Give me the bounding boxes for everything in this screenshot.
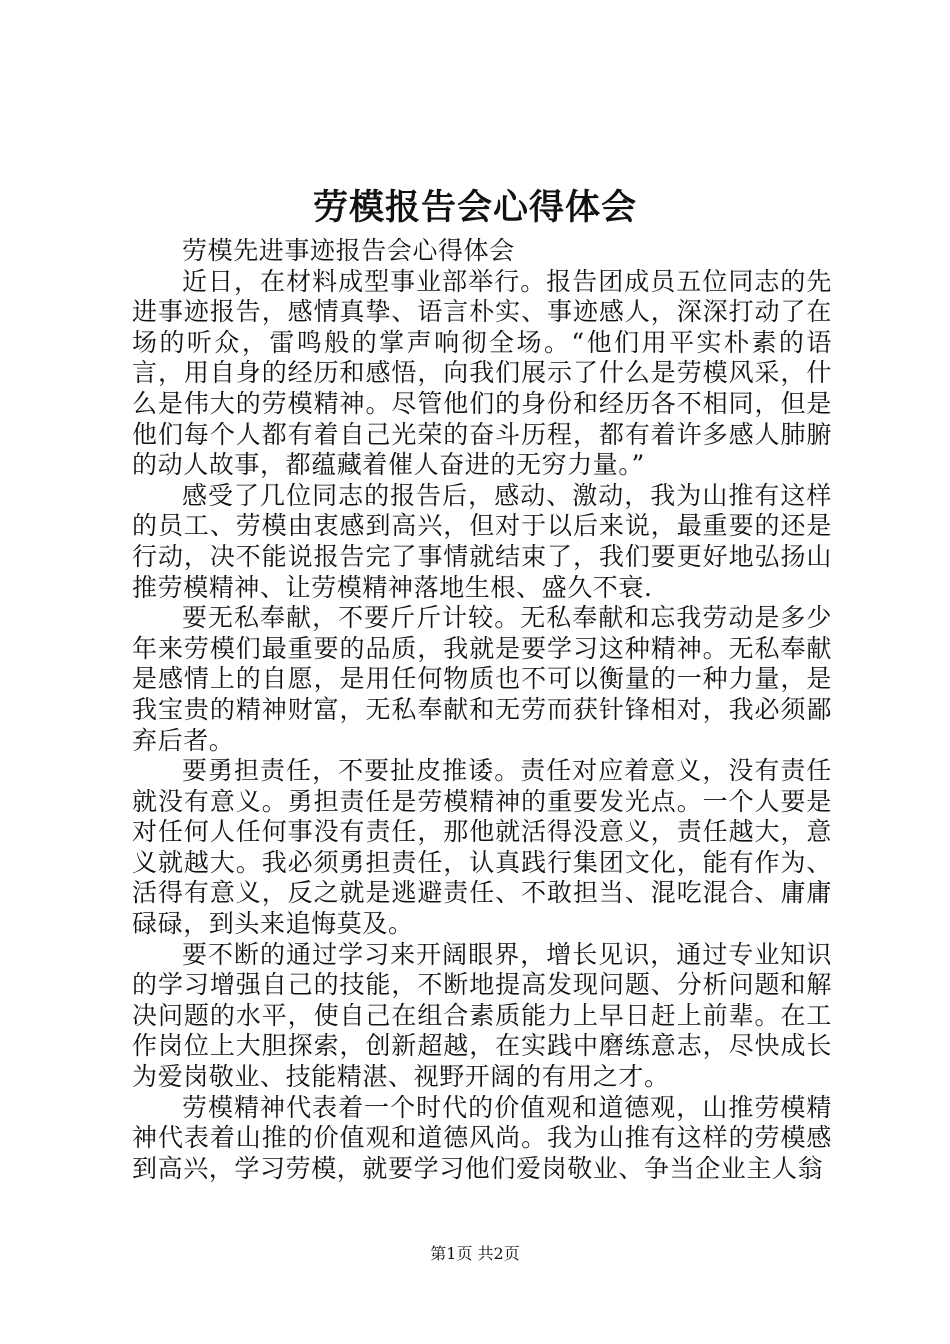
page-number-footer: 第1页 共2页 — [430, 1244, 520, 1263]
body-paragraph: 要无私奉献，不要斤斤计较。无私奉献和忘我劳动是多少年来劳模们最重要的品质，我就是要学习这种精神。无私奉献是感情上的自愿，是用任何物质也不可以衡量的一种力量，是我宝贵的精神财富，无私奉献和无劳而获针锋相对，我必须鄙弃后者。 — [132, 603, 832, 755]
body-paragraph: 劳模精神代表着一个时代的价值观和道德观，山推劳模精神代表着山推的价值观和道德风尚。我为山推有这样的劳模感到高兴，学习劳模，就要学习他们爱岗敬业、争当企业主人翁 — [132, 1092, 832, 1183]
body-paragraph: 近日，在材料成型事业部举行。报告团成员五位同志的先进事迹报告，感情真挚、语言朴实、事迹感人，深深打动了在场的听众，雷鸣般的掌声响彻全场。“他们用平实朴素的语言，用自身的经历和感悟，向我们展示了什么是劳模风采，什么是伟大的劳模精神。尽管他们的身份和经历各不相同，但是他们每个人都有着自己光荣的奋斗历程，都有着许多感人肺腑的动人故事，都蕴藏着催人奋进的无穷力量。” — [132, 266, 832, 480]
subtitle-paragraph: 劳模先进事迹报告会心得体会 — [182, 236, 515, 265]
body-paragraph: 要不断的通过学习来开阔眼界，增长见识，通过专业知识的学习增强自己的技能，不断地提高发现问题、分析问题和解决问题的水平，使自己在组合素质能力上早日赶上前辈。在工作岗位上大胆探索，创新超越，在实践中磨练意志，尽快成长为爱岗敬业、技能精湛、视野开阔的有用之才。 — [132, 939, 832, 1092]
body-paragraph: 要勇担责任，不要扯皮推诿。责任对应着意义，没有责任就没有意义。勇担责任是劳模精神的重要发光点。一个人要是对任何人任何事没有责任，那他就活得没意义，责任越大，意义就越大。我必须勇担责任，认真践行集团文化，能有作为、活得有意义，反之就是逃避责任、不敢担当、混吃混合、庸庸碌碌，到头来追悔莫及。 — [132, 756, 832, 939]
body-paragraph: 感受了几位同志的报告后，感动、激动，我为山推有这样的员工、劳模由衷感到高兴，但对于以后来说，最重要的还是行动，决不能说报告完了事情就结束了，我们要更好地弘扬山推劳模精神、让劳模精神落地生根、盛久不衰. — [132, 480, 832, 602]
document-title: 劳模报告会心得体会 — [312, 188, 637, 228]
document-body — [132, 236, 832, 1184]
